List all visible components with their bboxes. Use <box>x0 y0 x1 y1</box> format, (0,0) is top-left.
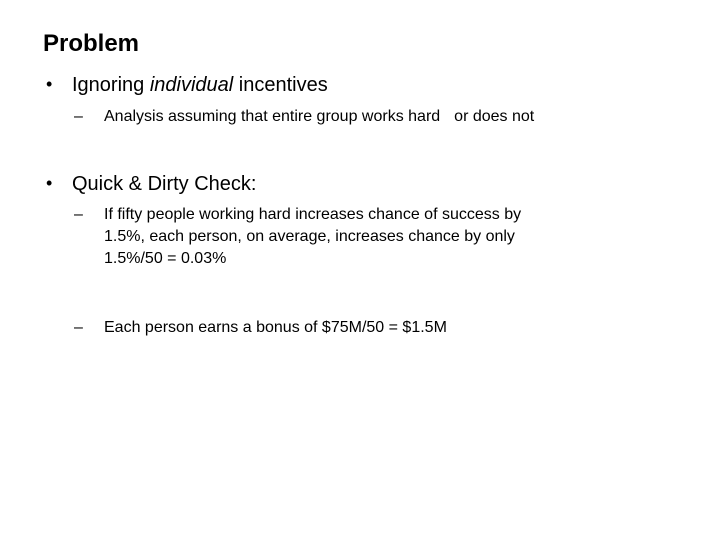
bullet-marker: • <box>46 173 53 193</box>
subbullet-text-part-b: or does not <box>454 108 535 125</box>
bullet-text-start: Ignoring <box>72 74 150 96</box>
subbullet-bonus <box>74 317 447 339</box>
subbullet-analysis-assumption <box>74 106 534 128</box>
bullet-ignoring-incentives <box>46 73 328 97</box>
bullet-quick-dirty-check <box>46 172 256 196</box>
subbullet-marker: – <box>74 206 83 223</box>
subbullet-marker: – <box>74 108 83 125</box>
subbullet-text <box>104 204 664 270</box>
subbullet-text <box>104 106 534 128</box>
slide-title: Problem <box>43 30 140 57</box>
subbullet-text-part-a: Analysis assuming that entire group works hard <box>104 108 441 125</box>
subbullet-line-2: 1.5%, each person, on average, increases chance by only <box>104 228 515 245</box>
bullet-text: Quick & Dirty Check: <box>72 173 257 195</box>
bullet-text-emphasis: individual <box>149 74 234 96</box>
bullet-text-end: incentives <box>233 74 328 96</box>
subbullet-fifty-people <box>74 204 664 270</box>
subbullet-line-3: 1.5%/50 = 0.03% <box>104 250 227 267</box>
subbullet-marker: – <box>74 319 83 336</box>
subbullet-line-1: If fifty people working hard increases chance of success by <box>104 206 522 223</box>
bullet-marker: • <box>46 74 53 94</box>
subbullet-text: Each person earns a bonus of $75M/50 = $1.5M <box>104 319 447 336</box>
bullet-text <box>72 73 328 97</box>
